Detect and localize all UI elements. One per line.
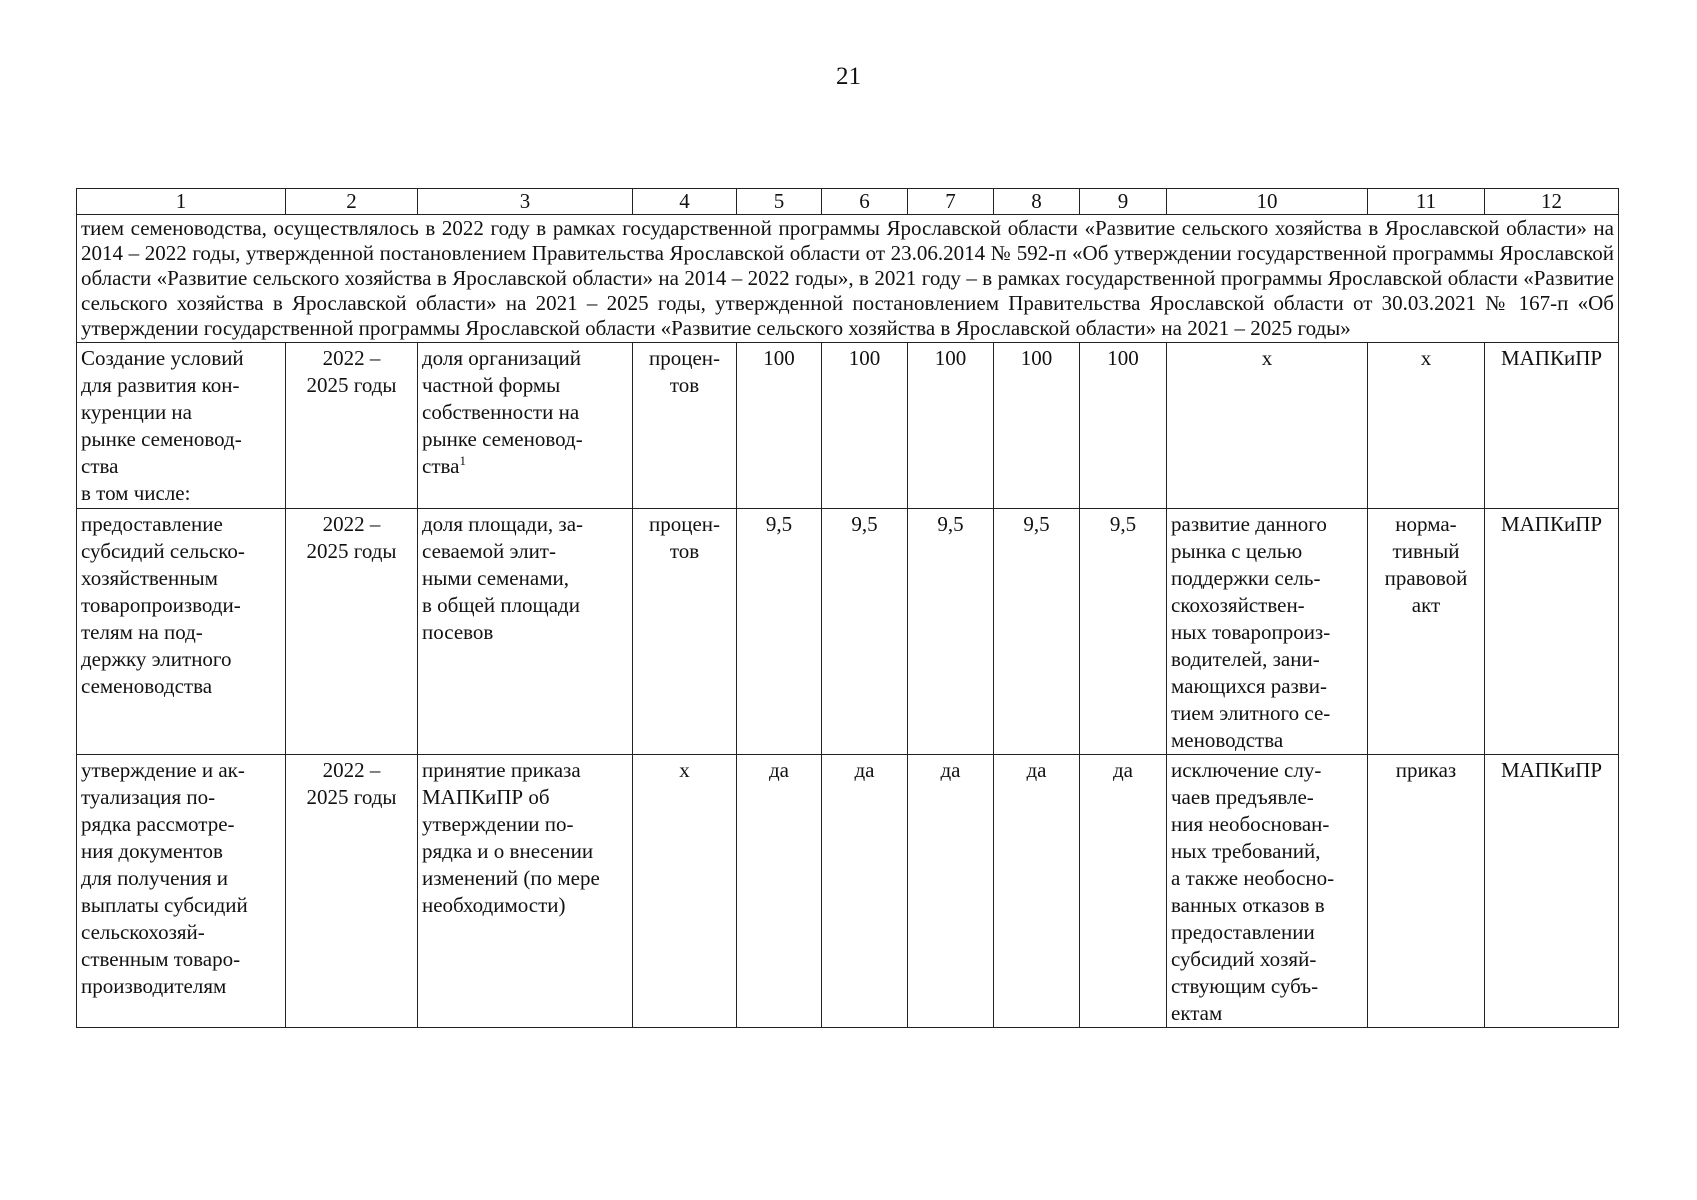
indicator-text: доля организаций частной формы собственности на рынке семеновод- ства	[422, 346, 583, 478]
column-number: 8	[994, 189, 1080, 215]
column-number: 5	[737, 189, 822, 215]
value-2024: да	[994, 755, 1080, 1028]
expected-result: исключение слу- чаев предъявле- ния необоснован- ных требований, а также необосно- ванных отказов в предоставлении субсидий хозяй- ствующим субъ- ектам	[1167, 755, 1368, 1028]
table-row	[77, 509, 1619, 755]
document-type: норма- тивный правовой акт	[1368, 509, 1485, 755]
measure-name: утверждение и ак- туализация по- рядка рассмотре- ния документов для получения и выплаты субсидий сельскохозяй- ственным товаро- производителям	[77, 755, 286, 1028]
measure-name: Создание условий для развития кон- куренции на рынке семеновод- ства в том числе:	[77, 343, 286, 509]
responsible: МАПКиПР	[1485, 755, 1619, 1028]
column-number: 1	[77, 189, 286, 215]
value-2023: 100	[908, 343, 994, 509]
expected-result: х	[1167, 343, 1368, 509]
column-number: 6	[822, 189, 908, 215]
column-number-row	[77, 189, 1619, 215]
column-number: 3	[418, 189, 633, 215]
column-number: 9	[1080, 189, 1167, 215]
document-type: х	[1368, 343, 1485, 509]
value-2024: 100	[994, 343, 1080, 509]
unit: процен- тов	[633, 343, 737, 509]
value-2025: 9,5	[1080, 509, 1167, 755]
indicator: принятие приказа МАПКиПР об утверждении по- рядка и о внесении изменений (по мере необходимости)	[418, 755, 633, 1028]
column-number: 12	[1485, 189, 1619, 215]
value-2021: 100	[737, 343, 822, 509]
unit: х	[633, 755, 737, 1028]
column-number: 7	[908, 189, 994, 215]
measure-name: предоставление субсидий сельско- хозяйственным товаропроизводи- телям на под- держку элитного семеноводства	[77, 509, 286, 755]
period: 2022 – 2025 годы	[286, 755, 418, 1028]
expected-result: развитие данного рынка с целью поддержки сель- скохозяйствен- ных товаропроиз- водителей, зани- мающихся разви- тием элитного се- меноводства	[1167, 509, 1368, 755]
column-number: 2	[286, 189, 418, 215]
value-2021: 9,5	[737, 509, 822, 755]
value-2025: 100	[1080, 343, 1167, 509]
table-row	[77, 755, 1619, 1028]
value-2024: 9,5	[994, 509, 1080, 755]
value-2023: 9,5	[908, 509, 994, 755]
period: 2022 – 2025 годы	[286, 509, 418, 755]
indicator: доля площади, за- севаемой элит- ными семенами, в общей площади посевов	[418, 509, 633, 755]
document-type: приказ	[1368, 755, 1485, 1028]
measures-table	[76, 188, 1619, 1028]
value-2021: да	[737, 755, 822, 1028]
page-number: 21	[836, 63, 861, 90]
indicator	[418, 343, 633, 509]
continuation-text: тием семеноводства, осуществлялось в 2022 году в рамках государственной программы Ярославской области «Развитие сельского хозяйства в Ярославской области» на 2014 – 2022 годы, утвержденной постановлением Правительства Ярославской области от 23.06.2014 № 592-п «Об утверждении государственной программы Ярославской области «Развитие сельского хозяйства в Ярославской области» на 2014 – 2022 годы», в 2021 году – в рамках государственной программы Ярославской области «Развитие сельского хозяйства в Ярославской области» на 2021 – 2025 годы, утвержденной постановлением Правительства Ярославской области от 30.03.2021 № 167-п «Об утверждении государственной программы Ярославской области «Развитие сельского хозяйства в Ярославской области» на 2021 – 2025 годы»	[77, 215, 1619, 343]
period: 2022 – 2025 годы	[286, 343, 418, 509]
continuation-row	[77, 215, 1619, 343]
value-2025: да	[1080, 755, 1167, 1028]
value-2022: 9,5	[822, 509, 908, 755]
column-number: 11	[1368, 189, 1485, 215]
footnote-marker: 1	[459, 453, 466, 468]
value-2023: да	[908, 755, 994, 1028]
responsible: МАПКиПР	[1485, 509, 1619, 755]
value-2022: да	[822, 755, 908, 1028]
responsible: МАПКиПР	[1485, 343, 1619, 509]
column-number: 4	[633, 189, 737, 215]
table-row	[77, 343, 1619, 509]
unit: процен- тов	[633, 509, 737, 755]
column-number: 10	[1167, 189, 1368, 215]
value-2022: 100	[822, 343, 908, 509]
